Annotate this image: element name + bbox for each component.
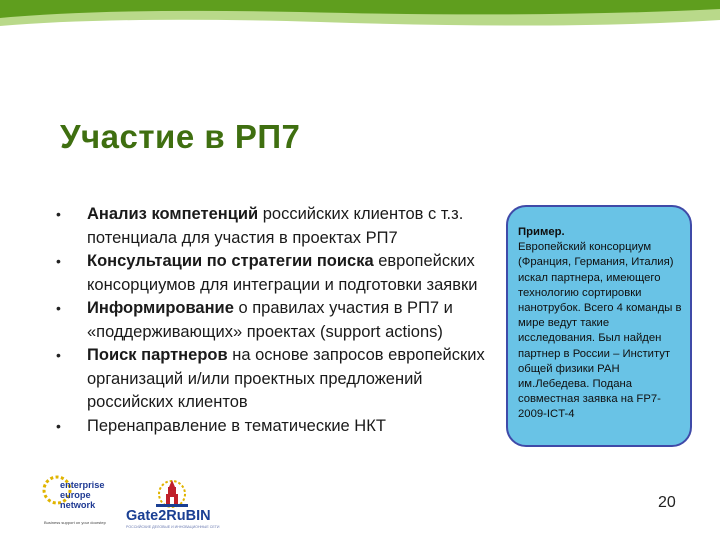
bullet-list xyxy=(56,203,496,438)
callout-heading: Пример. xyxy=(518,226,565,238)
bullet-text: о правилах участия в РП7 и «поддерживающих» проектах (support actions) xyxy=(87,299,453,341)
een-tagline: Business support on your doorstep xyxy=(44,520,106,525)
bullet-marker: • xyxy=(56,206,61,222)
bullet-marker: • xyxy=(56,300,61,316)
bullet-item xyxy=(56,415,496,439)
bullet-bold: Поиск партнеров xyxy=(87,346,228,364)
bullet-text: российских клиентов с т.з. потенциала для участия в проектах РП7 xyxy=(87,205,464,247)
een-wordmark: enterprise europe network xyxy=(60,480,105,510)
kremlin-tower-icon xyxy=(126,476,226,510)
bullet-marker: • xyxy=(56,417,61,434)
bullet-bold: Анализ компетенций xyxy=(87,205,259,223)
enterprise-europe-network-logo xyxy=(40,470,110,528)
bullet-item xyxy=(56,297,496,344)
top-decorative-bar xyxy=(0,0,720,30)
bullet-text: на основе запросов европейских организаций и/или проектных предложений российских клиентов xyxy=(87,346,485,411)
bullet-bold: Информирование xyxy=(87,299,234,317)
gate2rubin-wordmark: Gate2RuBIN xyxy=(126,508,211,524)
callout-body: Европейский консорциум (Франция, Германия, Италия) искал партнера, имеющего технологию сортировки нанотрубок. Всего 4 команды в мире ведут такие исследования. Был найден партнер в России – Институт общей физики РАН им.Лебедева. Подана совместная заявка на FP7-2009-ICT-4 xyxy=(518,241,682,421)
bullet-marker: • xyxy=(56,253,61,269)
slide-title: Участие в РП7 xyxy=(60,118,301,155)
bullet-marker: • xyxy=(56,347,61,363)
gate2rubin-logo xyxy=(126,476,226,530)
bullet-item xyxy=(56,250,496,297)
bullet-text: Перенаправление в тематические НКТ xyxy=(87,416,386,435)
gate2rubin-subtitle: РОССИЙСКИЕ ДЕЛОВЫЕ И ИННОВАЦИОННЫЕ СЕТИ xyxy=(126,525,220,529)
bullet-bold: Консультации по стратегии поиска xyxy=(87,252,374,270)
example-callout xyxy=(506,205,692,447)
bullet-item xyxy=(56,203,496,250)
bullet-item xyxy=(56,344,496,415)
page-number: 20 xyxy=(658,494,676,511)
bullet-text: европейских консорциумов для интеграции и подготовки заявки xyxy=(87,252,478,294)
